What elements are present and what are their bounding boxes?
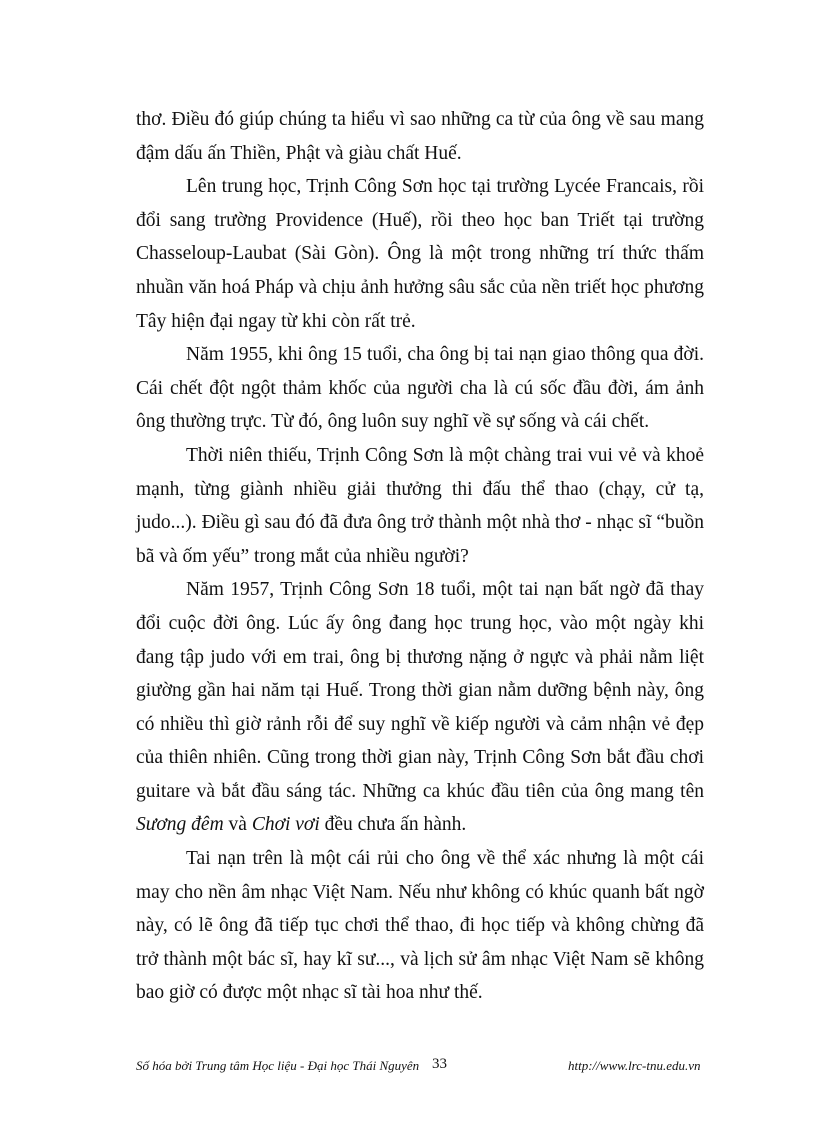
paragraph-text: và: [223, 814, 252, 836]
paragraph-0: [136, 103, 704, 170]
paragraph-text: thơ. Điều đó giúp chúng ta hiểu vì sao những ca từ của ông về sau mang đậm dấu ấn Thiền, Phật và giàu chất Huế.: [136, 109, 704, 164]
paragraph-4: [136, 573, 704, 842]
paragraph-text: Lên trung học, Trịnh Công Sơn học tại trường Lycée Francais, rồi đổi sang trường Providence (Huế), rồi theo học ban Triết tại trường Chasseloup-Laubat (Sài Gòn). Ông là một trong những trí thức thấm nhuần văn hoá Pháp và chịu ảnh hưởng sâu sắc của nền triết học phương Tây hiện đại ngay từ khi còn rất trẻ.: [136, 176, 704, 332]
document-body: [136, 103, 704, 1010]
paragraph-text: Tai nạn trên là một cái rủi cho ông về thể xác nhưng là một cái may cho nền âm nhạc Việt Nam. Nếu như không có khúc quanh bất ngờ này, có lẽ ông đã tiếp tục chơi thể thao, đi học tiếp và không chừng đã trở thành một bác sĩ, hay kĩ sư..., và lịch sử âm nhạc Việt Nam sẽ không bao giờ có được một nhạc sĩ tài hoa như thế.: [136, 848, 704, 1004]
footer-digitization-note: Số hóa bởi Trung tâm Học liệu - Đại học Thái Nguyên: [136, 1058, 420, 1073]
paragraph-3: [136, 439, 704, 573]
paragraph-5: [136, 842, 704, 1010]
song-title-suong-dem: Sương đêm: [136, 814, 224, 836]
page-number: 33: [432, 1056, 447, 1072]
paragraph-text: đều chưa ấn hành.: [319, 814, 467, 836]
song-title-choi-voi: Chơi vơi: [251, 814, 320, 836]
footer-url: http://www.lrc-tnu.edu.vn: [568, 1058, 701, 1073]
paragraph-1: [136, 170, 704, 338]
paragraph-text: Thời niên thiếu, Trịnh Công Sơn là một chàng trai vui vẻ và khoẻ mạnh, từng giành nhiều giải thưởng thi đấu thể thao (chạy, cử tạ, judo...). Điều gì sau đó đã đưa ông trở thành một nhà thơ - nhạc sĩ “buồn bã và ốm yếu” trong mắt của nhiều người?: [136, 444, 704, 567]
paragraph-text: Năm 1955, khi ông 15 tuổi, cha ông bị tai nạn giao thông qua đời. Cái chết đột ngột thảm khốc của người cha là cú sốc đầu đời, ám ảnh ông thường trực. Từ đó, ông luôn suy nghĩ về sự sống và cái chết.: [136, 344, 704, 433]
paragraph-2: [136, 338, 704, 439]
paragraph-text: Năm 1957, Trịnh Công Sơn 18 tuổi, một tai nạn bất ngờ đã thay đổi cuộc đời ông. Lúc ấy ông đang học trung học, vào một ngày khi đang tập judo với em trai, ông bị thương nặng ở ngực và phải nằm liệt giường gần hai năm tại Huế. Trong thời gian nằm dưỡng bệnh này, ông có nhiều thì giờ rảnh rỗi để suy nghĩ về kiếp người và cảm nhận vẻ đẹp của thiên nhiên. Cũng trong thời gian này, Trịnh Công Sơn bắt đầu chơi guitare và bắt đầu sáng tác. Những ca khúc đầu tiên của ông mang tên: [136, 579, 704, 802]
